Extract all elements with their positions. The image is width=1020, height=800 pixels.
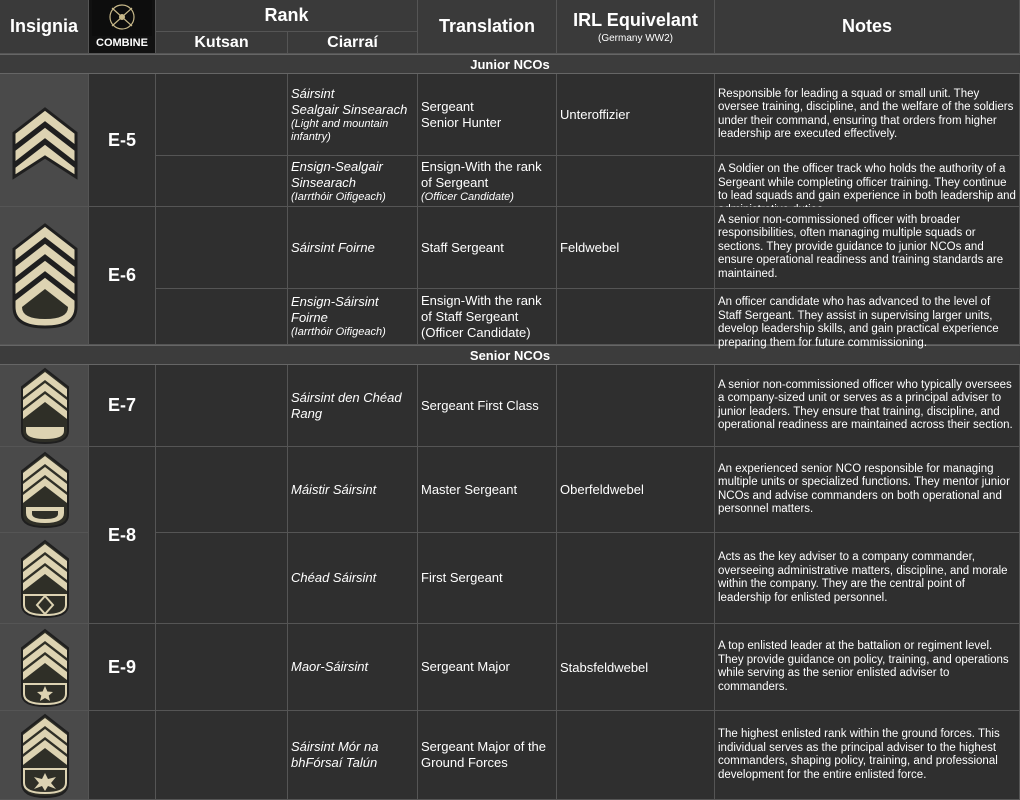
- e8-first-sergeant-chevron-icon: [20, 539, 70, 619]
- notes-cell: [715, 447, 1020, 533]
- ciarrai-cell: [288, 447, 418, 533]
- irl-cell: [557, 447, 715, 533]
- ciarrai-cell: [288, 74, 418, 156]
- kutsan-cell: [156, 289, 288, 345]
- translation-text: Sergeant Major: [421, 659, 510, 674]
- translation-text: Master Sergeant: [421, 481, 518, 497]
- notes-cell: [715, 289, 1020, 349]
- section-junior-ncos: [0, 54, 1020, 74]
- translation-cell: [418, 74, 557, 156]
- translation-text: Ground Forces: [421, 755, 508, 770]
- kutsan-cell: [156, 365, 288, 447]
- header-ciarrai: [288, 32, 418, 54]
- irl-cell: [557, 289, 715, 345]
- translation-text: First Sergeant: [421, 570, 503, 585]
- header-translation-label: Translation: [438, 16, 536, 36]
- irl-cell: [557, 624, 715, 711]
- translation-cell: [418, 289, 557, 345]
- kutsan-cell: [156, 447, 288, 533]
- grade-cell-empty: [89, 711, 156, 800]
- irl-cell: [557, 74, 715, 156]
- header-irl-label: IRL Equivelant: [573, 9, 698, 30]
- notes-text: A top enlisted leader at the battalion or regiment level. They provide guidance on policy, training, and operations while serving as the senior enlisted adviser to commanders.: [718, 640, 1009, 693]
- translation-text: Sergeant First Class: [421, 397, 539, 413]
- notes-cell: [715, 156, 1020, 207]
- notes-cell: [715, 74, 1020, 156]
- irl-cell: [557, 207, 715, 289]
- irl-text: Unteroffizier: [560, 107, 630, 122]
- translation-cell: [418, 365, 557, 447]
- irl-cell: [557, 156, 715, 207]
- kutsan-cell: [156, 156, 288, 207]
- e9-sergeant-major-chevron-icon: [20, 628, 70, 708]
- e6-chevron-icon: [12, 221, 78, 331]
- notes-text: Acts as the key adviser to a company commander, overseeing administrative matters, discipline, and morale within the company. They are the central point of leadership for enlisted personnel.: [718, 551, 1008, 604]
- translation-cell: [418, 207, 557, 289]
- translation-text: Ensign-With the rank: [421, 158, 542, 174]
- e5-chevron-icon: [12, 103, 78, 179]
- header-notes-label: Notes: [841, 16, 892, 36]
- ciarrai-text: Ensign-Sealgair: [291, 158, 383, 174]
- header-irl: [557, 0, 715, 54]
- ciarrai-text: Máistir Sáirsint: [291, 481, 377, 497]
- section-junior-label: Junior NCOs: [470, 56, 550, 72]
- notes-text: An officer candidate who has advanced to the level of Staff Sergeant. They assist in supervising larger units, develop leadership skills, and gain practical experience preparing them for future commissioning.: [718, 296, 999, 349]
- grade-cell-e5: [89, 74, 156, 207]
- kutsan-cell: [156, 207, 288, 289]
- kutsan-cell: [156, 533, 288, 624]
- ciarrai-text: Sáirsint den Chéad: [291, 389, 402, 405]
- header-rank-label: Rank: [264, 5, 309, 25]
- header-insignia-label: Insignia: [9, 16, 78, 36]
- translation-note: (Officer Candidate): [421, 190, 514, 203]
- ciarrai-text: Chéad Sáirsint: [291, 570, 377, 585]
- ciarrai-text: Maor-Sáirsint: [291, 659, 369, 674]
- notes-cell: [715, 711, 1020, 800]
- notes-cell: [715, 624, 1020, 711]
- notes-text: The highest enlisted rank within the ground forces. This individual serves as the principal adviser to the highest commanders, shaping policy, training, and professional development for the entire enlisted force.: [718, 728, 1000, 781]
- translation-cell: [418, 447, 557, 533]
- irl-cell: [557, 365, 715, 447]
- ciarrai-cell: [288, 365, 418, 447]
- notes-text: A senior non-commissioned officer with broader responsibilities, often managing multiple squads or sections. They provide guidance to junior NCOs and ensure operational readiness and training standards are maintained.: [718, 213, 1004, 280]
- translation-text: Sergeant: [421, 98, 474, 114]
- header-irl-sublabel: (Germany WW2): [598, 32, 673, 44]
- notes-cell: [715, 365, 1020, 447]
- grade-label: E-6: [107, 265, 136, 285]
- grade-cell-e6: [89, 207, 156, 345]
- irl-cell: [557, 533, 715, 624]
- header-kutsan: [156, 32, 288, 54]
- ciarrai-cell: [288, 624, 418, 711]
- grade-cell-e8: [89, 447, 156, 624]
- notes-cell: [715, 207, 1020, 289]
- ciarrai-cell: [288, 711, 418, 800]
- ciarrai-text: Sinsearach: [291, 174, 357, 190]
- ciarrai-note: (Iarrthóir Oifigeach): [291, 190, 386, 203]
- translation-text: (Officer Candidate): [421, 324, 531, 340]
- header-ciarrai-label: Ciarraí: [327, 33, 378, 51]
- e8-master-sergeant-chevron-icon: [20, 451, 70, 529]
- header-rank: [156, 0, 418, 32]
- irl-text: Stabsfeldwebel: [560, 659, 649, 675]
- combine-logo: [89, 0, 156, 54]
- ciarrai-note: (Iarrthóir Oifigeach): [291, 326, 386, 338]
- combine-emblem-icon: [92, 0, 152, 36]
- header-translation: [418, 0, 557, 54]
- header-kutsan-label: Kutsan: [194, 33, 249, 51]
- translation-cell: [418, 624, 557, 711]
- e9-ground-forces-chevron-icon: [20, 713, 70, 799]
- grade-cell-e9: [89, 624, 156, 711]
- translation-cell: [418, 156, 557, 207]
- combine-label: COMBINE: [96, 37, 148, 49]
- ciarrai-text: Sealgair Sinsearach: [291, 101, 408, 117]
- notes-text: Responsible for leading a squad or small unit. They oversee training, discipline, and the welfare of the soldiers under their command, ensuring that orders from higher leadership are executed effectively.: [718, 87, 1014, 140]
- header-notes: [715, 0, 1020, 54]
- ciarrai-text: bhFórsaí Talún: [291, 755, 378, 770]
- grade-label: E-7: [107, 395, 136, 415]
- ciarrai-text: Foirne: [291, 310, 328, 325]
- ciarrai-cell: [288, 156, 418, 207]
- grade-cell-e7: [89, 365, 156, 447]
- e7-chevron-icon: [20, 367, 70, 445]
- header-insignia: [0, 0, 89, 54]
- translation-text: of Sergeant: [421, 174, 489, 190]
- ciarrai-cell: [288, 533, 418, 624]
- irl-cell: [557, 711, 715, 800]
- ciarrai-text: Sáirsint Mór na: [291, 739, 379, 754]
- kutsan-cell: [156, 624, 288, 711]
- translation-text: of Staff Sergeant: [421, 308, 519, 324]
- grade-label: E-9: [107, 656, 136, 677]
- ciarrai-text: Sáirsint: [291, 85, 335, 101]
- ciarrai-cell: [288, 207, 418, 289]
- notes-text: An experienced senior NCO responsible for managing multiple units or specialized functions. They mentor junior NCOs and advise commanders on both operational and personnel matters.: [718, 462, 1010, 515]
- ciarrai-cell: [288, 289, 418, 345]
- ciarrai-note: (Light and mountain infantry): [291, 117, 389, 143]
- translation-cell: [418, 711, 557, 800]
- translation-text: Ensign-With the rank: [421, 292, 542, 308]
- irl-text: Oberfeldwebel: [560, 482, 644, 497]
- section-senior-label: Senior NCOs: [469, 347, 551, 363]
- ciarrai-text: Sáirsint Foirne: [291, 239, 375, 255]
- ciarrai-text: Rang: [291, 405, 323, 421]
- notes-text: A Soldier on the officer track who holds the authority of a Sergeant while completing officer training. They continue to lead squads and gain experience in both leadership and: [718, 163, 1016, 202]
- translation-cell: [418, 533, 557, 624]
- kutsan-cell: [156, 74, 288, 156]
- notes-text: A senior non-commissioned officer who typically oversees a company-sized unit or serves as a principal adviser to junior leaders. They ensure that training, discipline, and operational readiness are maintained across their section.: [718, 378, 1013, 431]
- translation-text: Staff Sergeant: [421, 239, 504, 255]
- translation-text: Senior Hunter: [421, 114, 502, 130]
- kutsan-cell: [156, 711, 288, 800]
- notes-cell: [715, 533, 1020, 624]
- grade-label: E-8: [107, 524, 136, 545]
- translation-text: Sergeant Major of the: [421, 739, 547, 754]
- grade-label: E-5: [107, 129, 136, 150]
- irl-text: Feldwebel: [560, 240, 620, 255]
- ciarrai-text: Ensign-Sáirsint: [291, 294, 379, 309]
